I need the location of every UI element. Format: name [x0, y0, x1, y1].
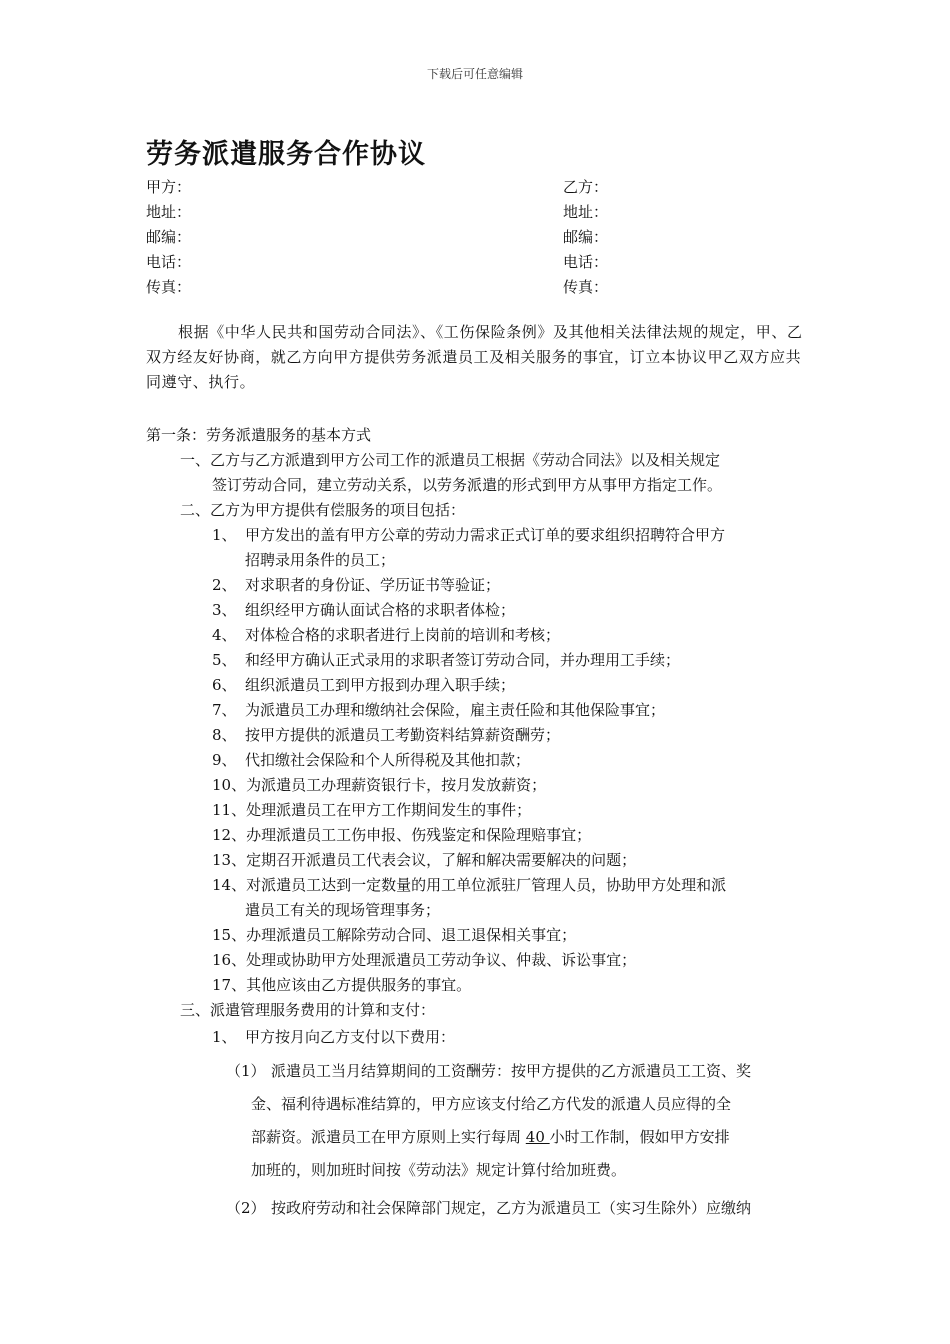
list-item-text: 其他应该由乙方提供服务的事宜。	[246, 976, 472, 994]
sub-item-1	[146, 1055, 826, 1088]
list-item-text: 办理派遣员工解除劳动合同、退工退保相关事宜；	[246, 926, 577, 944]
party-row-postcode	[146, 227, 806, 252]
party-row-name	[146, 177, 806, 202]
section-1-line-1: 一、乙方与乙方派遣到甲方公司工作的派遣员工根据《劳动合同法》以及相关规定	[180, 451, 721, 469]
list-item-number: 2、	[212, 576, 237, 594]
list-item-number: 6、	[212, 676, 237, 694]
list-item	[146, 598, 826, 623]
list-item-number: 7、	[212, 701, 237, 719]
list-item	[146, 773, 826, 798]
list-item-number: 17、	[212, 976, 247, 994]
list-item	[146, 573, 826, 598]
party-a-address-label: 地址：	[146, 203, 192, 221]
list-item-number: 3、	[212, 601, 237, 619]
list-item-number: 1、	[212, 526, 237, 544]
article-1-heading: 第一条：劳务派遣服务的基本方式	[146, 426, 372, 444]
sub-item-number: （2）	[226, 1199, 266, 1217]
party-row-address	[146, 202, 806, 227]
list-item-text: 组织经甲方确认面试合格的求职者体检；	[245, 601, 516, 619]
list-item	[146, 648, 826, 673]
list-item	[146, 523, 826, 548]
sub-item-2	[146, 1192, 826, 1225]
list-item-text: 办理派遣员工工伤申报、伤残鉴定和保险理赔事宜；	[246, 826, 592, 844]
party-row-fax	[146, 277, 806, 302]
header-note: 下载后可任意编辑	[426, 67, 523, 81]
party-a-name-label: 甲方：	[146, 178, 192, 196]
party-a-fax-label: 传真：	[146, 278, 192, 296]
section-1-line-2: 签订劳动合同，建立劳动关系，以劳务派遣的形式到甲方从事甲方指定工作。	[212, 476, 723, 494]
list-item-number: 11、	[212, 801, 247, 819]
document-title: 劳务派遣服务合作协议	[146, 139, 426, 170]
sub-item-1-line-4: 加班的，则加班时间按《劳动法》规定计算付给加班费。	[251, 1161, 627, 1179]
section-2-heading: 二、乙方为甲方提供有偿服务的项目包括：	[180, 501, 466, 519]
list-item-text: 为派遣员工办理薪资银行卡，按月发放薪资；	[246, 776, 547, 794]
list-item-continuation: 招聘录用条件的员工；	[245, 551, 396, 569]
party-b-phone-label: 电话：	[563, 253, 609, 271]
list-item	[146, 698, 826, 723]
list-item-text: 对求职者的身份证、学历证书等验证；	[245, 576, 501, 594]
sub-item-text: 按政府劳动和社会保障部门规定，乙方为派遣员工（实习生除外）应缴纳	[271, 1199, 752, 1217]
list-item-continuation: 遣员工有关的现场管理事务；	[245, 901, 441, 919]
list-item	[146, 948, 826, 973]
party-row-phone	[146, 252, 806, 277]
sub-item-number: （1）	[226, 1062, 266, 1080]
list-item-number: 8、	[212, 726, 237, 744]
sub-item-1-line-3-post: 小时工作制，假如甲方安排	[549, 1128, 730, 1146]
list-item-text: 为派遣员工办理和缴纳社会保险，雇主责任险和其他保险事宜；	[245, 701, 666, 719]
list-item-number: 13、	[212, 851, 247, 869]
intro-paragraph: 根据《中华人民共和国劳动合同法》、《工伤保险条例》及其他相关法律法规的规定，甲、乙双方经友好协商，就乙方向甲方提供劳务派遣员工及相关服务的事宜，订立本协议甲乙双方应共同遵守、执行。	[146, 323, 803, 391]
sub-item-1-line-3-pre: 部薪资。派遣员工在甲方原则上实行每周	[251, 1128, 526, 1146]
list-item	[146, 673, 826, 698]
list-item-number: 12、	[212, 826, 247, 844]
list-item	[146, 873, 826, 898]
list-item-text: 对派遣员工达到一定数量的用工单位派驻厂管理人员，协助甲方处理和派	[246, 876, 727, 894]
sub-item-1-line-2: 金、福利待遇标准结算的，甲方应该支付给乙方代发的派遣人员应得的全	[251, 1095, 732, 1113]
list-item	[146, 748, 826, 773]
list-item-text: 对体检合格的求职者进行上岗前的培训和考核；	[245, 626, 561, 644]
list-item-text: 按甲方提供的派遣员工考勤资料结算薪资酬劳；	[245, 726, 561, 744]
party-b-address-label: 地址：	[563, 203, 609, 221]
list-item	[146, 823, 826, 848]
list-item-text: 甲方按月向乙方支付以下费用：	[245, 1028, 456, 1046]
list-item	[146, 923, 826, 948]
list-item-number: 5、	[212, 651, 237, 669]
list-item	[146, 798, 826, 823]
list-item-number: 4、	[212, 626, 237, 644]
list-item-text: 和经甲方确认正式录用的求职者签订劳动合同，并办理用工手续；	[245, 651, 681, 669]
list-item-text: 处理派遣员工在甲方工作期间发生的事件；	[246, 801, 532, 819]
section-3-heading: 三、派遣管理服务费用的计算和支付：	[180, 1001, 436, 1019]
work-hours-number: 40	[525, 1128, 550, 1146]
list-item	[146, 1025, 826, 1050]
list-item-number: 1、	[212, 1028, 237, 1046]
list-item-text: 代扣缴社会保险和个人所得税及其他扣款；	[245, 751, 531, 769]
sub-item-1-line-3	[146, 1121, 826, 1154]
list-item-number: 10、	[212, 776, 247, 794]
party-b-postcode-label: 邮编：	[563, 228, 609, 246]
list-item	[146, 973, 826, 998]
sub-item-text: 派遣员工当月结算期间的工资酬劳：按甲方提供的乙方派遣员工工资、奖	[271, 1062, 752, 1080]
list-item-text: 处理或协助甲方处理派遣员工劳动争议、仲裁、诉讼事宜；	[246, 951, 637, 969]
list-item-number: 9、	[212, 751, 237, 769]
party-b-fax-label: 传真：	[563, 278, 609, 296]
list-item-number: 14、	[212, 876, 247, 894]
party-a-phone-label: 电话：	[146, 253, 192, 271]
list-item	[146, 848, 826, 873]
list-item	[146, 623, 826, 648]
list-item-number: 15、	[212, 926, 247, 944]
party-a-postcode-label: 邮编：	[146, 228, 192, 246]
list-item-text: 组织派遣员工到甲方报到办理入职手续；	[245, 676, 516, 694]
list-item-text: 甲方发出的盖有甲方公章的劳动力需求正式订单的要求组织招聘符合甲方	[245, 526, 726, 544]
list-item-number: 16、	[212, 951, 247, 969]
parties-block	[146, 177, 806, 302]
list-item-text: 定期召开派遣员工代表会议，了解和解决需要解决的问题；	[246, 851, 637, 869]
article-1	[146, 423, 826, 1225]
list-item	[146, 723, 826, 748]
party-b-name-label: 乙方：	[563, 178, 609, 196]
